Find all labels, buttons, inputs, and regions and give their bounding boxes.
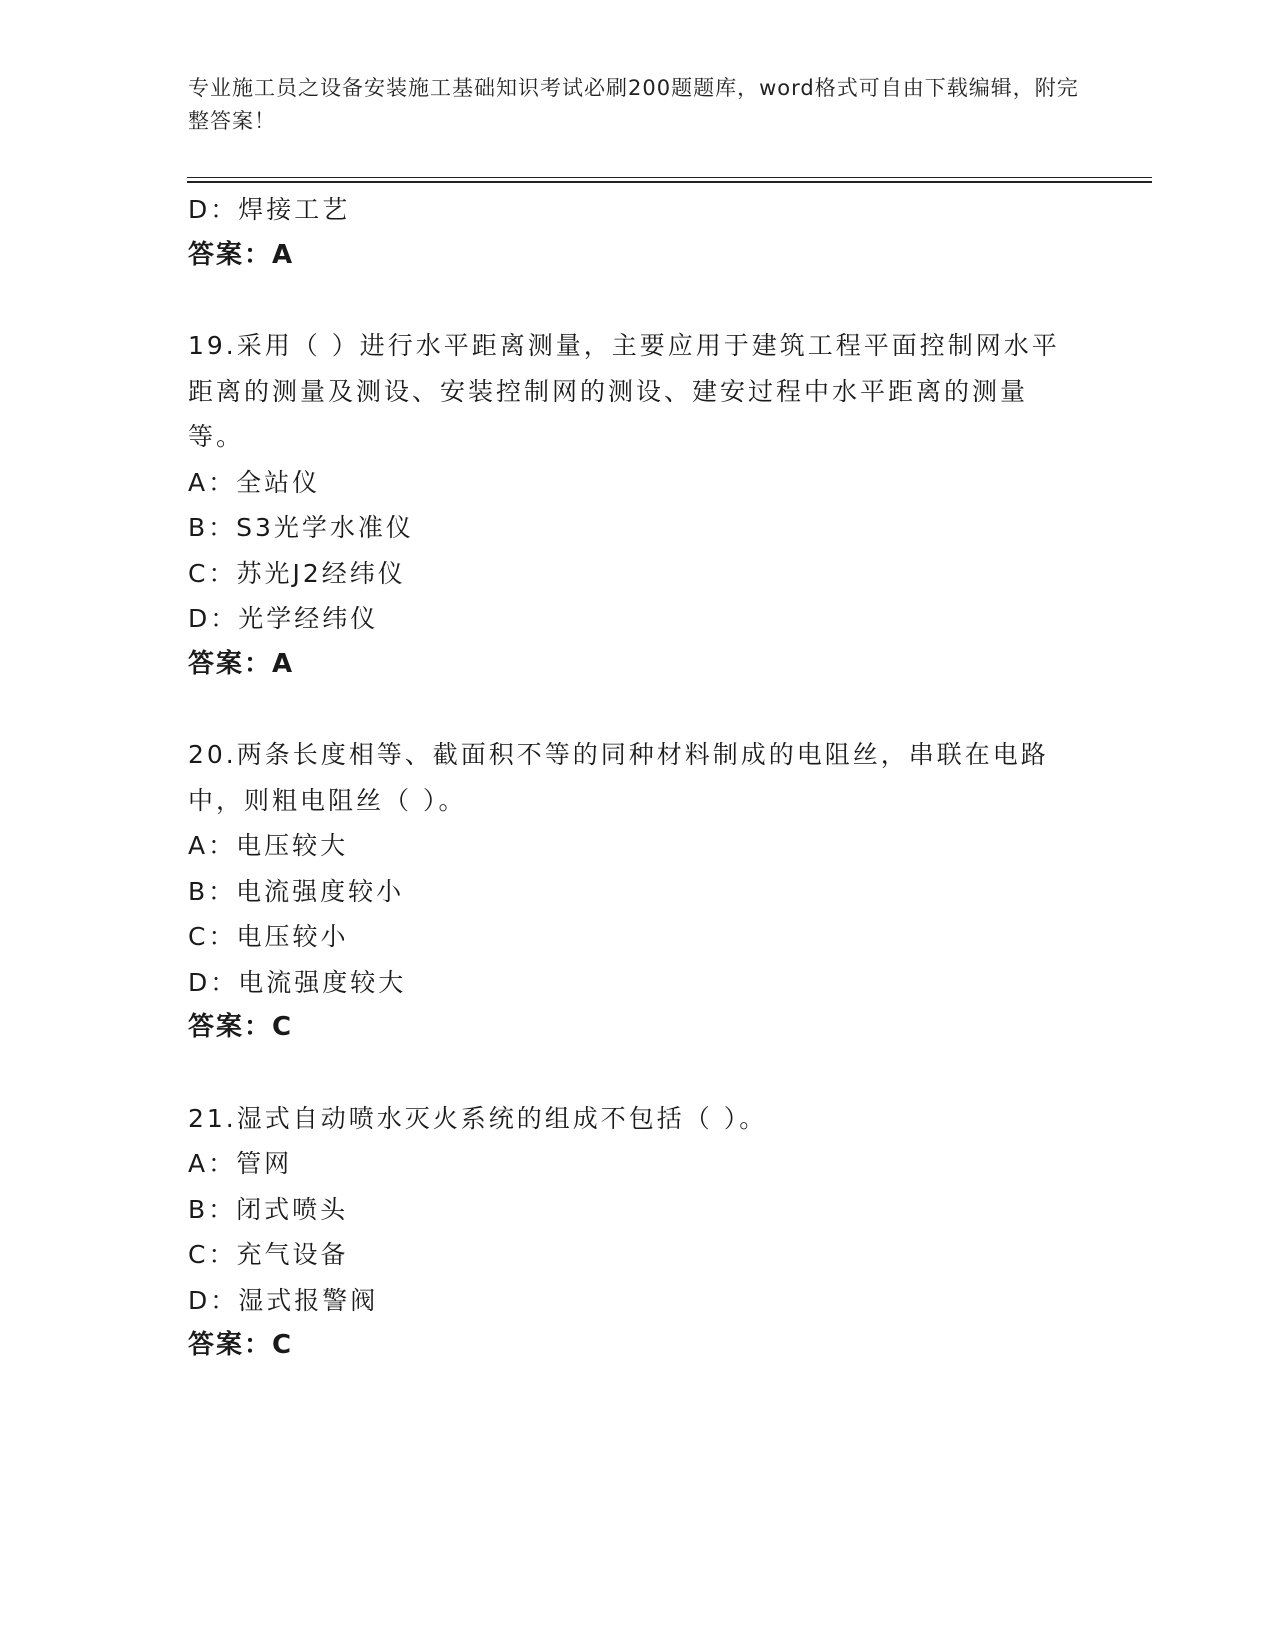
option-c: C：充气设备 — [188, 1240, 349, 1269]
option-a: A：电压较大 — [188, 831, 349, 860]
question-content — [188, 187, 1088, 1369]
question-stem: 21.湿式自动喷水灭火系统的组成不包括（ ）。 — [188, 1103, 768, 1133]
option-b: B：电流强度较小 — [188, 876, 405, 906]
option-b: B：S3光学水准仪 — [188, 513, 414, 542]
question-stem: 19.采用（ ）进行水平距离测量，主要应用于建筑工程平面控制网水平距离的测量及测设、安装控制网的测设、建安过程中水平距离的测量等。 — [188, 331, 1060, 451]
header-divider-thick — [187, 181, 1152, 183]
question-19 — [188, 323, 1088, 687]
header-divider-thin — [187, 177, 1152, 178]
question-stem: 20.两条长度相等、截面积不等的同种材料制成的电阻丝，串联在电路中，则粗电阻丝（ ）。 — [188, 740, 1049, 815]
question-20 — [188, 732, 1088, 1051]
answer-line: 答案：A — [188, 239, 295, 270]
question-21 — [188, 1096, 1088, 1369]
option-a: A：全站仪 — [188, 467, 321, 497]
option-b: B：闭式喷头 — [188, 1194, 349, 1224]
option-d: D：电流强度较大 — [188, 967, 407, 997]
option-a: A：管网 — [188, 1149, 293, 1178]
option-c: C：苏光J2经纬仪 — [188, 558, 406, 588]
answer-line: 答案：C — [188, 1012, 294, 1042]
answer-line: 答案：C — [188, 1330, 294, 1360]
option-c: C：电压较小 — [188, 922, 349, 951]
option-d: D：湿式报警阀 — [188, 1285, 379, 1315]
option-d: D：焊接工艺 — [188, 195, 351, 224]
document-header: 专业施工员之设备安装施工基础知识考试必刷200题题库，word格式可自由下载编辑，附完整答案！ — [188, 76, 1079, 133]
option-d: D：光学经纬仪 — [188, 604, 379, 633]
answer-line: 答案：A — [188, 648, 295, 679]
